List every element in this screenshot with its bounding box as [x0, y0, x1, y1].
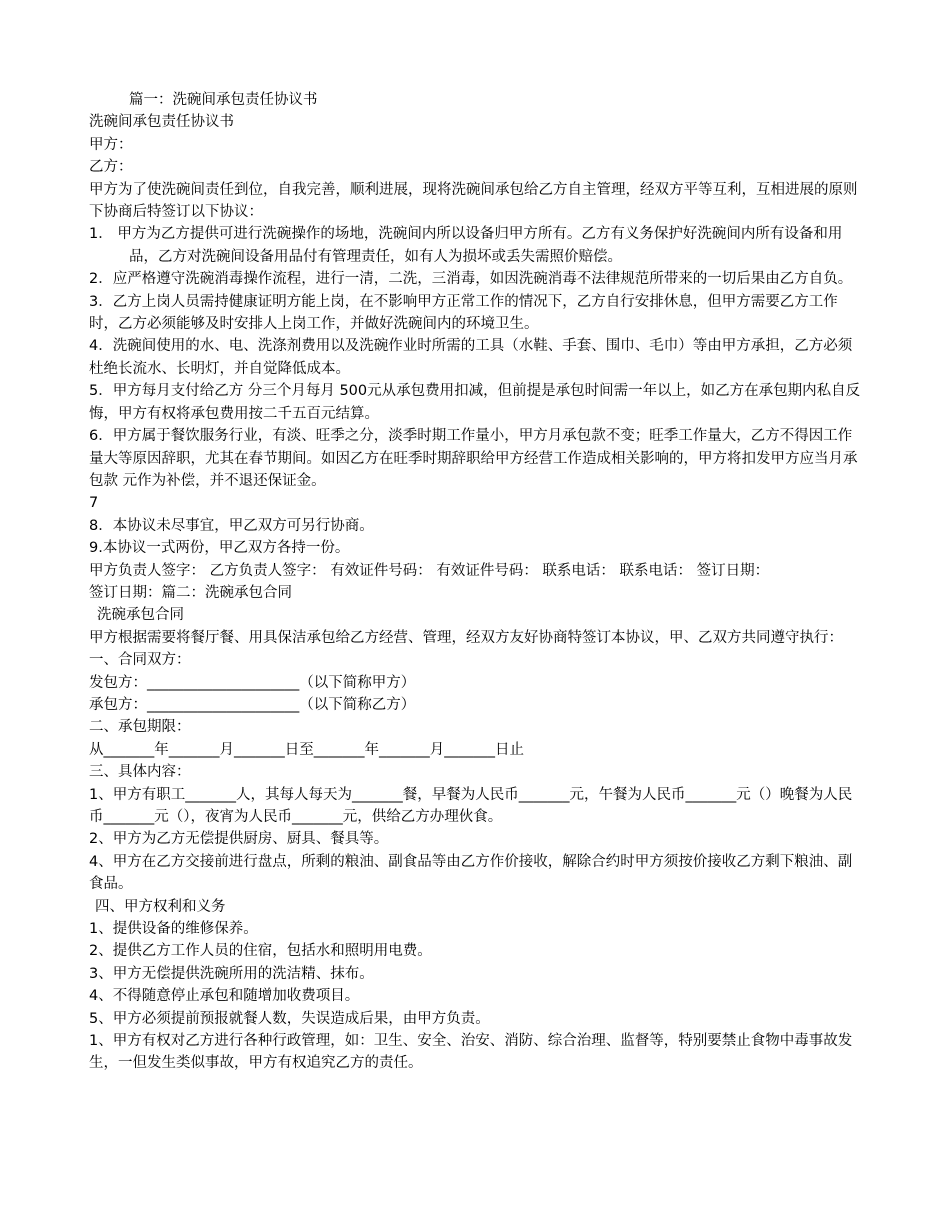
term-line: 从_______年_______月_______日至_______年_______月_______日止	[89, 741, 524, 758]
clause-3: 3．乙方上岗人员需持健康证明方能上岗，在不影响甲方正常工作的情况下，乙方自行安排休息，但甲方需要乙方工作时，乙方必须能够及时安排人上岗工作，并做好洗碗间内的环境卫生。	[89, 293, 838, 333]
clause-9: 9.本协议一式两份，甲乙双方各持一份。	[89, 540, 350, 557]
clause-8: 8．本协议未尽事宜，甲乙双方可另行协商。	[89, 517, 374, 534]
party-b-label: 乙方：	[89, 159, 133, 176]
contract-intro: 甲方根据需要将餐厅餐、用具保洁承包给乙方经营、管理，经双方友好协商特签订本协议，甲、乙双方共同遵守执行：	[89, 629, 843, 646]
party-a-label: 甲方：	[89, 136, 133, 153]
contractee-line: 承包方：_____________________（以下简称乙方）	[89, 696, 416, 713]
content-item-1: 1、甲方有职工_______人，其每人每天为_______餐，早餐为人民币_______元，午餐为人民币_______元（）晚餐为人民币_______元（），夜宵为人民币_______元，供给乙方办理伙食。	[89, 786, 853, 825]
contractor-line: 发包方：_____________________（以下简称甲方）	[89, 674, 416, 691]
rights-item-5: 5、甲方必须提前预报就餐人数，失误造成后果，由甲方负责。	[89, 1010, 490, 1027]
heading-term: 二、承包期限：	[89, 719, 191, 736]
rights-item-1b: 1、甲方有权对乙方进行各种行政管理，如：卫生、安全、治安、消防、综合治理、监督等，特别要禁止食物中毒事故发生，一但发生类似事故，甲方有权追究乙方的责任。	[89, 1033, 853, 1072]
heading-parties: 一、合同双方：	[89, 652, 191, 669]
rights-item-3: 3、甲方无偿提供洗碗所用的洗洁精、抹布。	[89, 965, 374, 982]
clause-2: 2．应严格遵守洗碗消毒操作流程，进行一清，二洗，三消毒，如因洗碗消毒不法律规范所带来的一切后果由乙方自负。	[89, 271, 853, 288]
rights-item-2: 2、提供乙方工作人员的住宿，包括水和照明用电费。	[89, 943, 432, 960]
heading-party-a-rights: 四、甲方权利和义务	[95, 898, 226, 915]
clause-6: 6．甲方属于餐饮服务行业，有淡、旺季之分，淡季时期工作量小，甲方月承包款不变；旺季工作量大，乙方不得因工作量大等原因辞职，尤其在春节期间。如因乙方在旺季时期辞职给甲方经营工作造成相关影响的，甲方将扣发甲方应当月承包款 元作为补偿，并不退还保证金。	[89, 428, 858, 489]
contract-title: 洗碗承包合同	[97, 607, 184, 624]
content-item-4: 4、甲方在乙方交接前进行盘点，所剩的粮油、副食品等由乙方作价接收，解除合约时甲方须按价接收乙方剩下粮油、副食品。	[89, 853, 853, 893]
document-body	[89, 89, 861, 1075]
clause-7: 7	[89, 495, 99, 512]
sign-date-section-2: 签订日期：篇二：洗碗承包合同	[89, 584, 292, 601]
content-item-2: 2、甲方为乙方无偿提供厨房、厨具、餐具等。	[89, 831, 389, 848]
clause-4: 4．洗碗间使用的水、电、洗涤剂费用以及洗碗作业时所需的工具（水鞋、手套、围巾、毛巾）等由甲方承担，乙方必须杜绝长流水、长明灯，并自觉降低成本。	[89, 338, 853, 377]
section-title-1: 篇一：洗碗间承包责任协议书	[129, 92, 318, 108]
rights-item-4: 4、不得随意停止承包和随增加收费项目。	[89, 988, 360, 1005]
clause-1: 1． 甲方为乙方提供可进行洗碗操作的场地，洗碗间内所以设备归甲方所有。乙方有义务保护好洗碗间内所有设备和用品，乙方对洗碗间设备用品付有管理责任，如有人为损坏或丢失需照价赔偿。	[89, 226, 843, 265]
heading-content: 三、具体内容：	[89, 764, 191, 781]
rights-item-1: 1、提供设备的维修保养。	[89, 921, 258, 938]
intro-paragraph: 甲方为了使洗碗间责任到位，自我完善，顺利进展，现将洗碗间承包给乙方自主管理，经双方平等互利，互相进展的原则下协商后特签订以下协议：	[89, 181, 858, 221]
agreement-title: 洗碗间承包责任协议书	[89, 114, 234, 131]
clause-5: 5．甲方每月支付给乙方 分三个月每月 500元从承包费用扣减，但前提是承包时间需一年以上，如乙方在承包期内私自反悔，甲方有权将承包费用按二千五百元结算。	[89, 383, 861, 422]
signature-line: 甲方负责人签字： 乙方负责人签字： 有效证件号码： 有效证件号码： 联系电话： 联系电话： 签订日期：	[89, 562, 770, 579]
